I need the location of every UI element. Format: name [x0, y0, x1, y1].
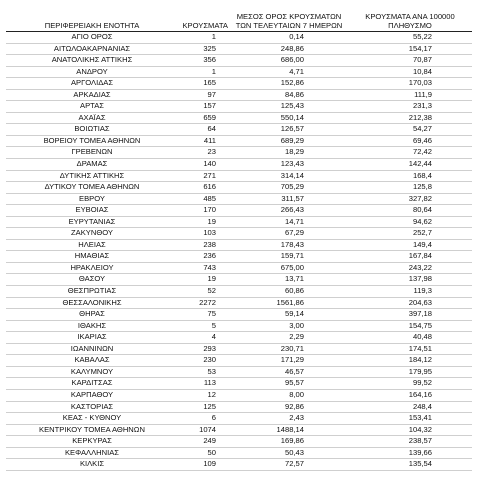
cell-per-100k: 94,62 — [348, 216, 472, 228]
cell-per-100k: 149,4 — [348, 239, 472, 251]
table-row — [6, 309, 472, 321]
table-row — [6, 459, 472, 471]
table-row — [6, 135, 472, 147]
cell-region: ΙΚΑΡΙΑΣ — [6, 332, 178, 344]
cell-per-100k: 99,52 — [348, 378, 472, 390]
table-row — [6, 447, 472, 459]
cell-per-100k: 153,41 — [348, 413, 472, 425]
cell-region: ΚΕΑΣ - ΚΥΘΝΟΥ — [6, 413, 178, 425]
header-cases — [178, 4, 230, 32]
table-row — [6, 66, 472, 78]
cell-7day-average: 230,71 — [230, 343, 348, 355]
cell-cases: 170 — [178, 205, 230, 217]
cell-cases: 53 — [178, 366, 230, 378]
cell-7day-average: 95,57 — [230, 378, 348, 390]
cell-cases: 5 — [178, 320, 230, 332]
cell-7day-average: 2,29 — [230, 332, 348, 344]
cell-per-100k: 231,3 — [348, 101, 472, 113]
cell-per-100k: 243,22 — [348, 262, 472, 274]
table-row — [6, 101, 472, 113]
cell-per-100k: 125,8 — [348, 182, 472, 194]
cell-7day-average: 1488,14 — [230, 424, 348, 436]
cell-region: ΚΑΛΥΜΝΟΥ — [6, 366, 178, 378]
cell-region: ΒΟΡΕΙΟΥ ΤΟΜΕΑ ΑΘΗΝΩΝ — [6, 135, 178, 147]
header-region-label: ΠΕΡΙΦΕΡΕΙΑΚΗ ΕΝΟΤΗΤΑ — [44, 21, 140, 30]
cell-per-100k: 119,3 — [348, 286, 472, 298]
table-row — [6, 32, 472, 44]
cell-region: ΙΩΑΝΝΙΝΩΝ — [6, 343, 178, 355]
table-row — [6, 262, 472, 274]
cell-region: ΕΥΡΥΤΑΝΙΑΣ — [6, 216, 178, 228]
cell-region: ΘΕΣΣΑΛΟΝΙΚΗΣ — [6, 297, 178, 309]
cell-7day-average: 550,14 — [230, 112, 348, 124]
cell-per-100k: 164,16 — [348, 389, 472, 401]
cell-7day-average: 13,71 — [230, 274, 348, 286]
cell-region: ΚΙΛΚΙΣ — [6, 459, 178, 471]
cell-7day-average: 689,29 — [230, 135, 348, 147]
header-row — [6, 4, 472, 32]
cell-region: ΘΑΣΟΥ — [6, 274, 178, 286]
header-region — [6, 4, 178, 32]
cell-cases: 64 — [178, 124, 230, 136]
cell-region: ΑΝΔΡΟΥ — [6, 66, 178, 78]
cell-region: ΑΡΓΟΛΙΔΑΣ — [6, 78, 178, 90]
cell-7day-average: 2,43 — [230, 413, 348, 425]
table-row — [6, 251, 472, 263]
cell-cases: 236 — [178, 251, 230, 263]
cell-per-100k: 184,12 — [348, 355, 472, 367]
table-row — [6, 89, 472, 101]
cell-region: ΗΡΑΚΛΕΙΟΥ — [6, 262, 178, 274]
table-row — [6, 124, 472, 136]
cell-region: ΕΒΡΟΥ — [6, 193, 178, 205]
cell-cases: 125 — [178, 401, 230, 413]
table-row — [6, 55, 472, 67]
cell-7day-average: 59,14 — [230, 309, 348, 321]
cell-per-100k: 135,54 — [348, 459, 472, 471]
table-row — [6, 355, 472, 367]
cell-region: ΗΛΕΙΑΣ — [6, 239, 178, 251]
cell-7day-average: 0,14 — [230, 32, 348, 44]
cell-region: ΒΟΙΩΤΙΑΣ — [6, 124, 178, 136]
cell-region: ΑΡΤΑΣ — [6, 101, 178, 113]
covid-cases-table — [6, 4, 472, 471]
cell-7day-average: 171,29 — [230, 355, 348, 367]
cell-7day-average: 46,57 — [230, 366, 348, 378]
cell-region: ΘΕΣΠΡΩΤΙΑΣ — [6, 286, 178, 298]
header-per-line2: ΠΛΗΘΥΣΜΟ — [388, 21, 432, 30]
cell-cases: 4 — [178, 332, 230, 344]
cell-7day-average: 18,29 — [230, 147, 348, 159]
cell-region: ΚΑΡΠΑΘΟΥ — [6, 389, 178, 401]
table-row — [6, 332, 472, 344]
cell-cases: 485 — [178, 193, 230, 205]
cell-7day-average: 686,00 — [230, 55, 348, 67]
cell-cases: 50 — [178, 447, 230, 459]
cell-cases: 12 — [178, 389, 230, 401]
cell-7day-average: 60,86 — [230, 286, 348, 298]
cell-7day-average: 314,14 — [230, 170, 348, 182]
cell-cases: 1 — [178, 66, 230, 78]
cell-per-100k: 142,44 — [348, 159, 472, 171]
cell-per-100k: 252,7 — [348, 228, 472, 240]
table-row — [6, 147, 472, 159]
cell-region: ΚΕΦΑΛΛΗΝΙΑΣ — [6, 447, 178, 459]
cell-region: ΚΕΝΤΡΙΚΟΥ ΤΟΜΕΑ ΑΘΗΝΩΝ — [6, 424, 178, 436]
cell-cases: 140 — [178, 159, 230, 171]
cell-per-100k: 179,95 — [348, 366, 472, 378]
cell-cases: 1 — [178, 32, 230, 44]
cell-per-100k: 104,32 — [348, 424, 472, 436]
table-row — [6, 78, 472, 90]
table-row — [6, 239, 472, 251]
header-per-line1: ΚΡΟΥΣΜΑΤΑ ΑΝΑ 100000 — [365, 12, 455, 21]
cell-region: ΚΑΣΤΟΡΙΑΣ — [6, 401, 178, 413]
table-row — [6, 320, 472, 332]
cell-cases: 19 — [178, 274, 230, 286]
cell-region: ΚΑΒΑΛΑΣ — [6, 355, 178, 367]
cell-cases: 616 — [178, 182, 230, 194]
cell-7day-average: 248,86 — [230, 43, 348, 55]
cell-region: ΓΡΕΒΕΝΩΝ — [6, 147, 178, 159]
cell-per-100k: 139,66 — [348, 447, 472, 459]
cell-region: ΔΡΑΜΑΣ — [6, 159, 178, 171]
table-row — [6, 378, 472, 390]
cell-per-100k: 168,4 — [348, 170, 472, 182]
cell-per-100k: 397,18 — [348, 309, 472, 321]
table-row — [6, 366, 472, 378]
cell-region: ΑΝΑΤΟΛΙΚΗΣ ΑΤΤΙΚΗΣ — [6, 55, 178, 67]
cell-region: ΘΗΡΑΣ — [6, 309, 178, 321]
cell-cases: 52 — [178, 286, 230, 298]
cell-cases: 325 — [178, 43, 230, 55]
cell-cases: 1074 — [178, 424, 230, 436]
table-row — [6, 274, 472, 286]
table-row — [6, 228, 472, 240]
cell-per-100k: 170,03 — [348, 78, 472, 90]
cell-cases: 75 — [178, 309, 230, 321]
table-row — [6, 401, 472, 413]
table-row — [6, 182, 472, 194]
header-avg-line2: ΤΩΝ ΤΕΛΕΥΤΑΙΩΝ 7 ΗΜΕΡΩΝ — [235, 21, 343, 30]
cell-per-100k: 69,46 — [348, 135, 472, 147]
cell-region: ΑΙΤΩΛΟΑΚΑΡΝΑΝΙΑΣ — [6, 43, 178, 55]
cell-region: ΙΘΑΚΗΣ — [6, 320, 178, 332]
cell-7day-average: 84,86 — [230, 89, 348, 101]
cell-per-100k: 70,87 — [348, 55, 472, 67]
header-avg-line1: ΜΕΣΟΣ ΟΡΟΣ ΚΡΟΥΣΜΑΤΩΝ — [236, 12, 342, 21]
cell-7day-average: 152,86 — [230, 78, 348, 90]
cell-per-100k: 72,42 — [348, 147, 472, 159]
cell-7day-average: 266,43 — [230, 205, 348, 217]
header-7day-average — [230, 4, 348, 32]
cell-cases: 743 — [178, 262, 230, 274]
cell-region: ΑΡΚΑΔΙΑΣ — [6, 89, 178, 101]
table-row — [6, 193, 472, 205]
cell-per-100k: 212,38 — [348, 112, 472, 124]
cell-cases: 238 — [178, 239, 230, 251]
cell-7day-average: 50,43 — [230, 447, 348, 459]
cell-cases: 2272 — [178, 297, 230, 309]
table-row — [6, 205, 472, 217]
cell-7day-average: 3,00 — [230, 320, 348, 332]
table-row — [6, 297, 472, 309]
cell-per-100k: 80,64 — [348, 205, 472, 217]
cell-7day-average: 178,43 — [230, 239, 348, 251]
table-row — [6, 159, 472, 171]
header-cases-label: ΚΡΟΥΣΜΑΤΑ — [182, 21, 228, 30]
cell-cases: 157 — [178, 101, 230, 113]
table-row — [6, 389, 472, 401]
cell-cases: 23 — [178, 147, 230, 159]
table-row — [6, 112, 472, 124]
cell-per-100k: 54,27 — [348, 124, 472, 136]
table-row — [6, 43, 472, 55]
cell-per-100k: 154,75 — [348, 320, 472, 332]
cell-cases: 411 — [178, 135, 230, 147]
cell-7day-average: 705,29 — [230, 182, 348, 194]
cell-per-100k: 154,17 — [348, 43, 472, 55]
cell-region: ΔΥΤΙΚΟΥ ΤΟΜΕΑ ΑΘΗΝΩΝ — [6, 182, 178, 194]
header-per-100k — [348, 4, 472, 32]
cell-cases: 109 — [178, 459, 230, 471]
cell-cases: 103 — [178, 228, 230, 240]
cell-per-100k: 40,48 — [348, 332, 472, 344]
cell-per-100k: 248,4 — [348, 401, 472, 413]
cell-per-100k: 327,82 — [348, 193, 472, 205]
cell-7day-average: 675,00 — [230, 262, 348, 274]
cell-cases: 97 — [178, 89, 230, 101]
cell-7day-average: 92,86 — [230, 401, 348, 413]
cell-region: ΕΥΒΟΙΑΣ — [6, 205, 178, 217]
cell-cases: 165 — [178, 78, 230, 90]
cell-cases: 249 — [178, 436, 230, 448]
cell-7day-average: 4,71 — [230, 66, 348, 78]
cell-cases: 113 — [178, 378, 230, 390]
cell-7day-average: 159,71 — [230, 251, 348, 263]
cell-region: ΑΧΑΪΑΣ — [6, 112, 178, 124]
cell-cases: 356 — [178, 55, 230, 67]
cell-region: ΑΓΙΟ ΟΡΟΣ — [6, 32, 178, 44]
table-row — [6, 424, 472, 436]
cell-7day-average: 14,71 — [230, 216, 348, 228]
cell-region: ΖΑΚΥΝΘΟΥ — [6, 228, 178, 240]
cell-per-100k: 111,9 — [348, 89, 472, 101]
cell-per-100k: 55,22 — [348, 32, 472, 44]
table-row — [6, 286, 472, 298]
cell-per-100k: 10,84 — [348, 66, 472, 78]
cell-cases: 271 — [178, 170, 230, 182]
cell-cases: 6 — [178, 413, 230, 425]
cell-per-100k: 174,51 — [348, 343, 472, 355]
cell-cases: 230 — [178, 355, 230, 367]
table-row — [6, 413, 472, 425]
cell-7day-average: 311,57 — [230, 193, 348, 205]
cell-cases: 659 — [178, 112, 230, 124]
cell-region: ΚΑΡΔΙΤΣΑΣ — [6, 378, 178, 390]
cell-7day-average: 8,00 — [230, 389, 348, 401]
cell-cases: 293 — [178, 343, 230, 355]
cell-cases: 19 — [178, 216, 230, 228]
table-row — [6, 343, 472, 355]
table-row — [6, 170, 472, 182]
cell-7day-average: 67,29 — [230, 228, 348, 240]
cell-7day-average: 1561,86 — [230, 297, 348, 309]
cell-per-100k: 137,98 — [348, 274, 472, 286]
cell-region: ΗΜΑΘΙΑΣ — [6, 251, 178, 263]
cell-region: ΚΕΡΚΥΡΑΣ — [6, 436, 178, 448]
cell-7day-average: 125,43 — [230, 101, 348, 113]
cell-7day-average: 126,57 — [230, 124, 348, 136]
cell-per-100k: 204,63 — [348, 297, 472, 309]
table-row — [6, 436, 472, 448]
cell-7day-average: 72,57 — [230, 459, 348, 471]
cell-region: ΔΥΤΙΚΗΣ ΑΤΤΙΚΗΣ — [6, 170, 178, 182]
table-row — [6, 216, 472, 228]
cell-7day-average: 169,86 — [230, 436, 348, 448]
table-body — [6, 32, 472, 471]
cell-per-100k: 238,57 — [348, 436, 472, 448]
cell-7day-average: 123,43 — [230, 159, 348, 171]
cell-per-100k: 167,84 — [348, 251, 472, 263]
